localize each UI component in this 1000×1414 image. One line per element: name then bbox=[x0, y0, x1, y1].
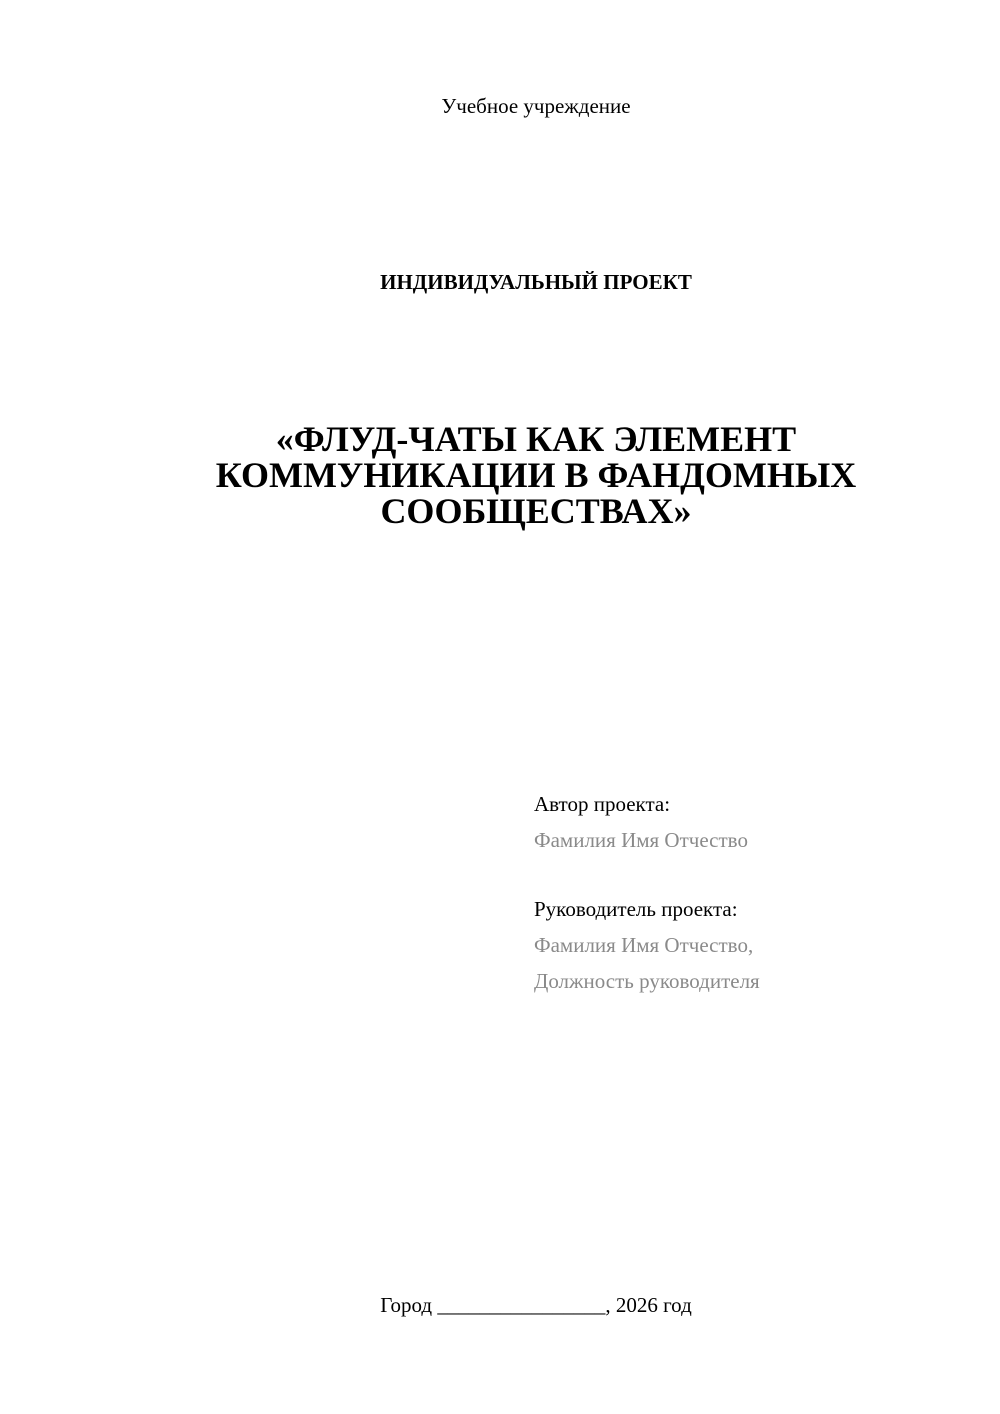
project-type-heading: ИНДИВИДУАЛЬНЫЙ ПРОЕКТ bbox=[380, 270, 692, 294]
project-title-line-3: СООБЩЕСТВАХ» bbox=[380, 491, 692, 531]
supervisor-block bbox=[534, 891, 760, 999]
supervisor-label: Руководитель проекта: bbox=[534, 897, 738, 921]
author-block bbox=[534, 786, 748, 858]
city-year-footer: Город ________________, 2026 год bbox=[380, 1293, 692, 1317]
supervisor-name: Фамилия Имя Отчество, bbox=[534, 933, 754, 957]
project-title-line-2: КОММУНИКАЦИИ В ФАНДОМНЫХ bbox=[215, 455, 857, 495]
project-title bbox=[0, 421, 1000, 529]
author-label: Автор проекта: bbox=[534, 792, 671, 816]
project-title-line-1: «ФЛУД-ЧАТЫ КАК ЭЛЕМЕНТ bbox=[275, 419, 797, 459]
institution-name: Учебное учреждение bbox=[441, 94, 631, 118]
supervisor-position: Должность руководителя bbox=[534, 969, 760, 993]
author-name: Фамилия Имя Отчество bbox=[534, 828, 748, 852]
